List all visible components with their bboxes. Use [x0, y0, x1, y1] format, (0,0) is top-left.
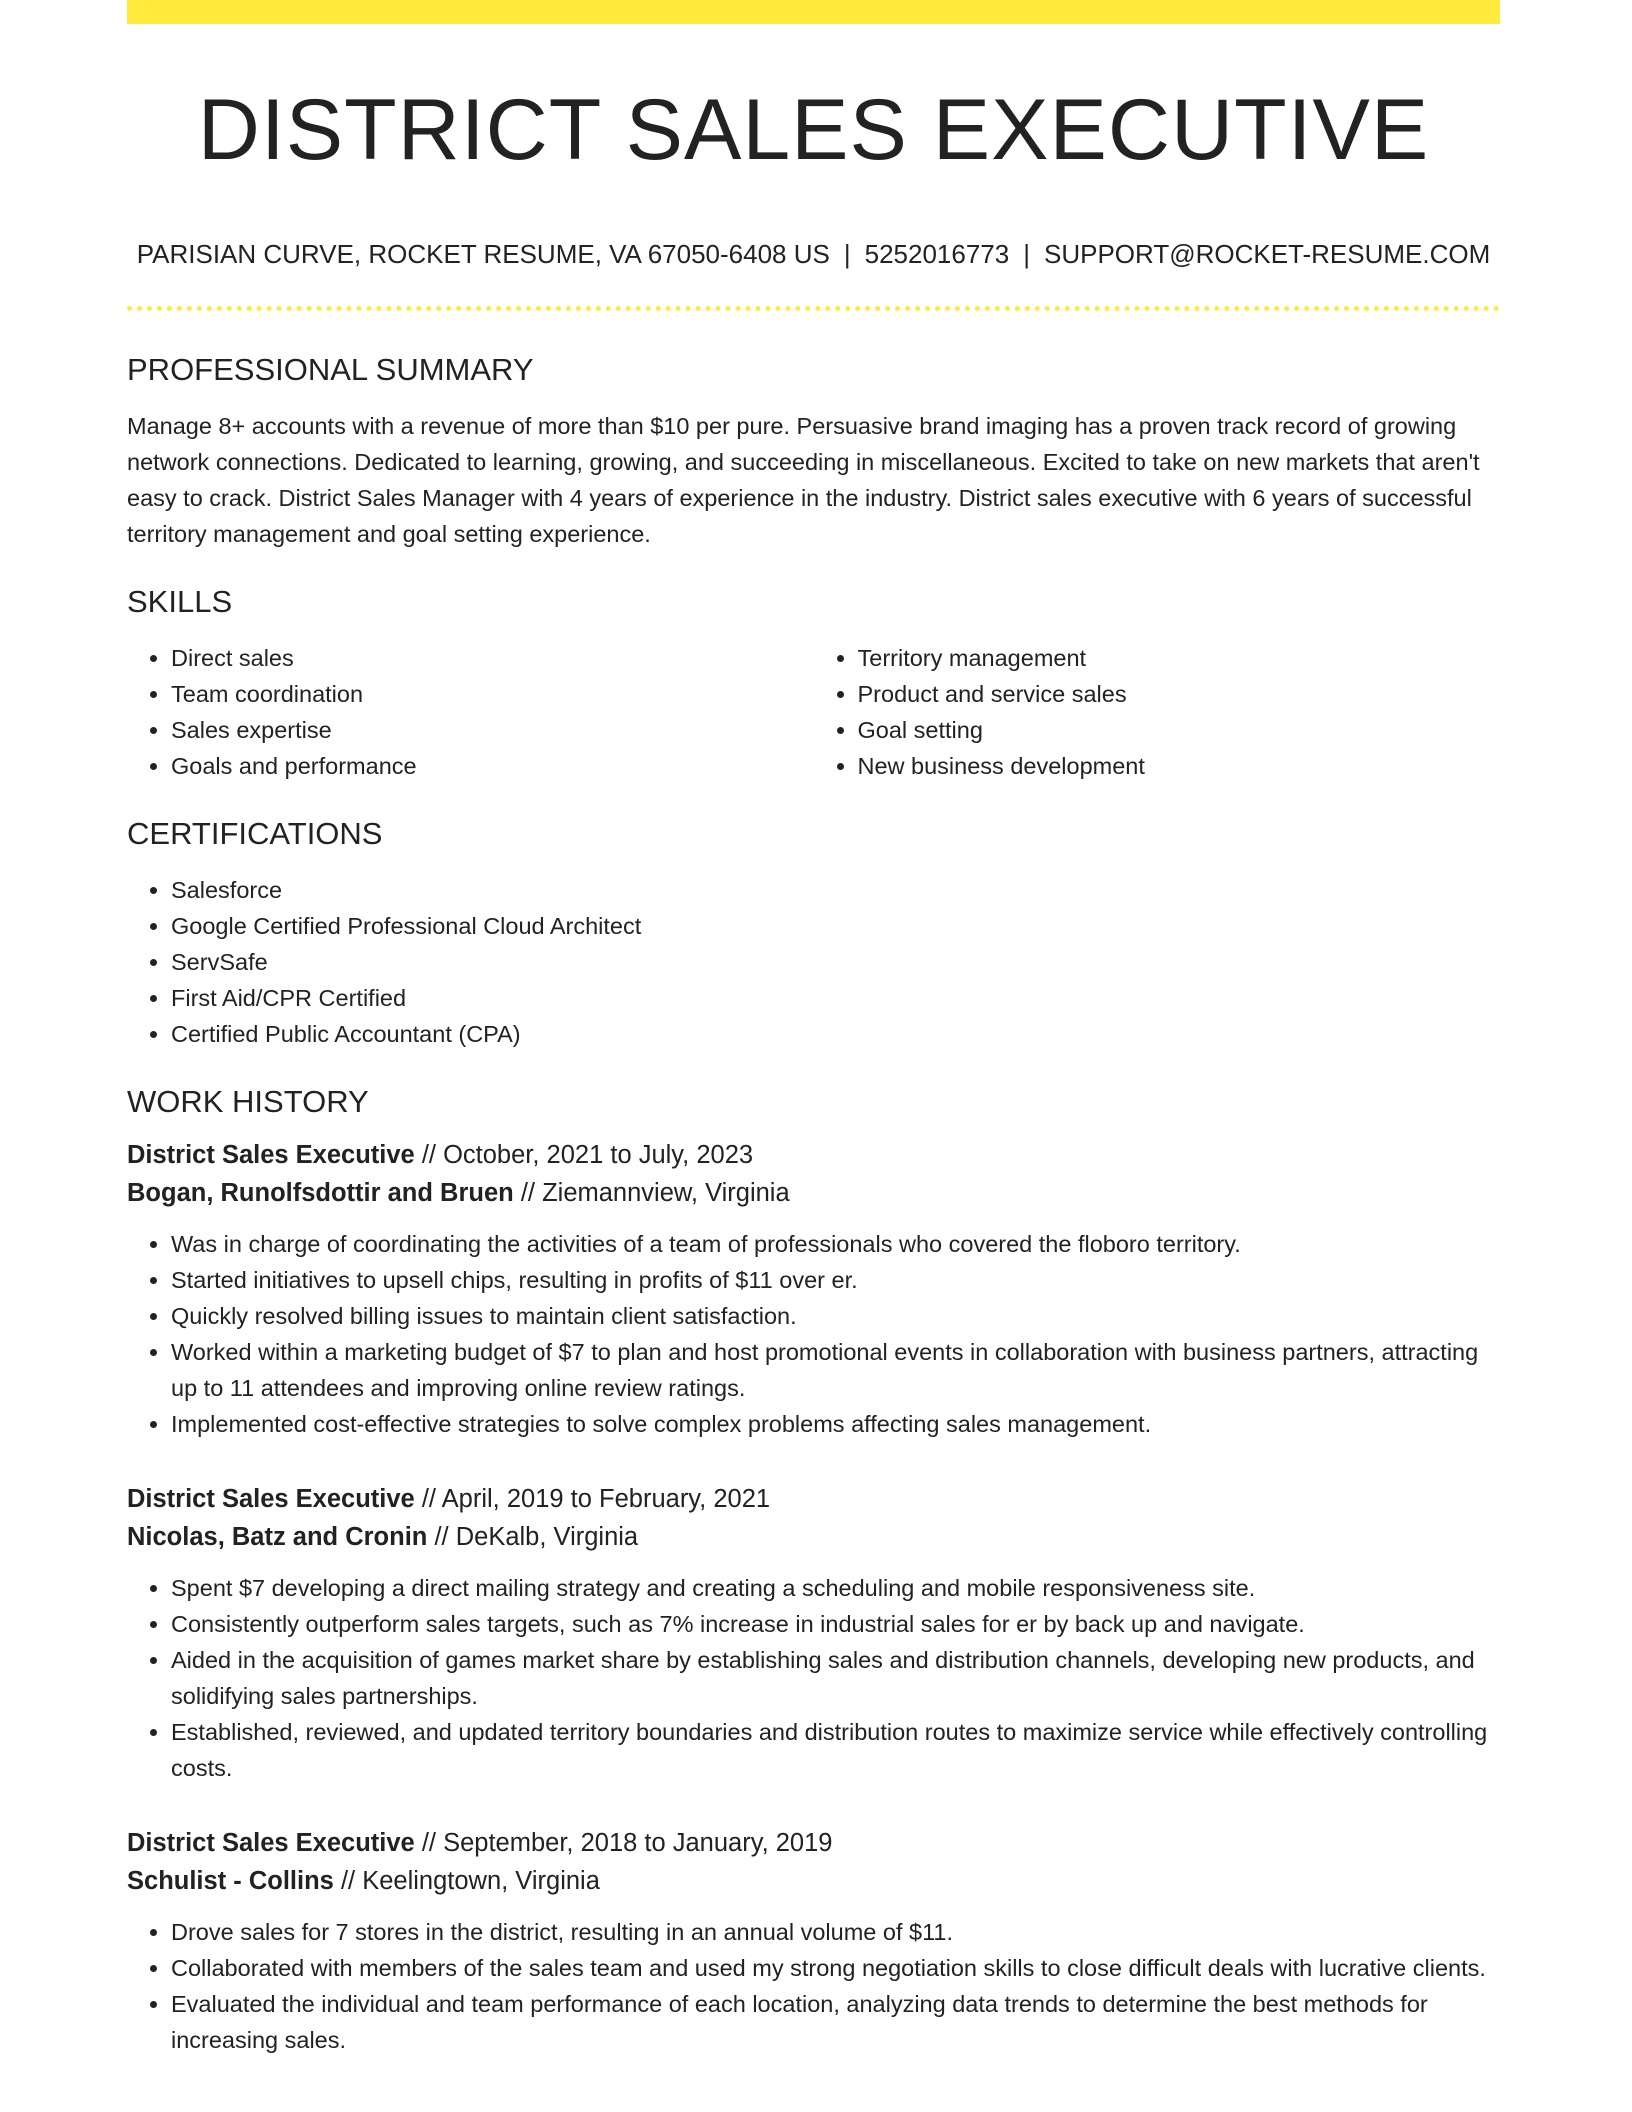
skill-item: • Team coordination — [171, 676, 814, 712]
certification-item: • First Aid/CPR Certified — [171, 980, 1500, 1016]
job-location: DeKalb, Virginia — [455, 1523, 639, 1551]
job-bullet: • Spent $7 developing a direct mailing strategy and creating a scheduling and mobile responsiveness site. — [171, 1570, 1500, 1606]
certification-item: • Salesforce — [171, 872, 1500, 908]
skill-item: • Product and service sales — [858, 676, 1501, 712]
job-separator: // — [414, 1829, 444, 1857]
job-bullet: • Worked within a marketing budget of $7 to plan and host promotional events in collaboration with business partners, attracting up to 11 attendees and improving online review ratings. — [171, 1334, 1500, 1406]
certifications-list — [127, 872, 1500, 1052]
job-entry — [127, 1480, 1500, 1786]
job-bullet: • Quickly resolved billing issues to maintain client satisfaction. — [171, 1298, 1500, 1334]
certification-item: • Certified Public Accountant (CPA) — [171, 1016, 1500, 1052]
job-location: Ziemannview, Virginia — [542, 1179, 790, 1207]
contact-phone: 5252016773 — [864, 239, 1010, 269]
job-location: Keelingtown, Virginia — [362, 1867, 600, 1895]
skill-item: • Territory management — [858, 640, 1501, 676]
job-bullets — [127, 1226, 1500, 1442]
contact-line — [127, 237, 1500, 271]
job-role: District Sales Executive — [127, 1141, 415, 1169]
summary-text: Manage 8+ accounts with a revenue of more than $10 per pure. Persuasive brand imaging has a proven track record of growing network connections. Dedicated to learning, growing, and succeeding in miscellaneous. Excited to take on new markets that aren't easy to crack. District Sales Manager with 4 years of experience in the industry. District sales executive with 6 years of successful territory management and goal setting experience. — [127, 413, 1480, 547]
skills-list-right — [814, 640, 1501, 784]
job-separator: // — [414, 1485, 442, 1513]
skill-item: • Goal setting — [858, 712, 1501, 748]
contact-email: SUPPORT@ROCKET-RESUME.COM — [1043, 239, 1491, 269]
job-role: District Sales Executive — [127, 1829, 415, 1857]
job-bullets — [127, 1914, 1500, 2058]
job-bullet: • Started initiatives to upsell chips, resulting in profits of $11 over er. — [171, 1262, 1500, 1298]
work-history-section — [127, 1082, 1500, 2058]
candidate-name: DISTRICT SALES EXECUTIVE — [197, 82, 1430, 178]
job-title-line — [127, 1824, 1500, 1862]
job-company-line — [127, 1862, 1500, 1900]
contact-separator: | — [843, 239, 851, 269]
contact-address: PARISIAN CURVE, ROCKET RESUME, VA 67050-6408 US — [136, 239, 830, 269]
job-company: Bogan, Runolfsdottir and Bruen — [127, 1179, 514, 1207]
skills-section — [127, 582, 1500, 784]
skill-item: • Direct sales — [171, 640, 814, 676]
summary-section — [127, 350, 1500, 552]
skill-item: • Goals and performance — [171, 748, 814, 784]
job-title-line — [127, 1136, 1500, 1174]
job-bullet: • Drove sales for 7 stores in the district, resulting in an annual volume of $11. — [171, 1914, 1500, 1950]
job-dates: October, 2021 to July, 2023 — [443, 1141, 754, 1169]
certification-item: • ServSafe — [171, 944, 1500, 980]
skill-item: • Sales expertise — [171, 712, 814, 748]
certifications-heading: CERTIFICATIONS — [127, 816, 383, 851]
job-separator: // — [333, 1867, 363, 1895]
job-company-line — [127, 1174, 1500, 1212]
resume-body — [127, 350, 1500, 2058]
job-role: District Sales Executive — [127, 1485, 415, 1513]
work-history-heading: WORK HISTORY — [127, 1084, 369, 1119]
skills-heading: SKILLS — [127, 584, 233, 619]
job-bullet: • Implemented cost-effective strategies to solve complex problems affecting sales management. — [171, 1406, 1500, 1442]
job-entry — [127, 1824, 1500, 2058]
skill-item: • New business development — [858, 748, 1501, 784]
job-bullet: • Consistently outperform sales targets, such as 7% increase in industrial sales for er by back up and navigate. — [171, 1606, 1500, 1642]
summary-heading: PROFESSIONAL SUMMARY — [127, 352, 534, 387]
job-company: Nicolas, Batz and Cronin — [127, 1523, 428, 1551]
job-bullet: • Collaborated with members of the sales team and used my strong negotiation skills to close difficult deals with lucrative clients. — [171, 1950, 1500, 1986]
job-dates: April, 2019 to February, 2021 — [441, 1485, 771, 1513]
certifications-section — [127, 814, 1500, 1052]
job-bullet: • Evaluated the individual and team performance of each location, analyzing data trends to determine the best methods for increasing sales. — [171, 1986, 1500, 2058]
job-separator: // — [414, 1141, 444, 1169]
resume-content — [127, 0, 1500, 2053]
skills-list-left — [127, 640, 814, 784]
job-entry — [127, 1136, 1500, 1442]
job-company: Schulist - Collins — [127, 1867, 334, 1895]
certification-item: • Google Certified Professional Cloud Architect — [171, 908, 1500, 944]
contact-separator: | — [1023, 239, 1030, 269]
job-separator: // — [427, 1523, 456, 1551]
job-bullet: • Established, reviewed, and updated territory boundaries and distribution routes to maximize service while effectively controlling costs. — [171, 1714, 1500, 1786]
job-separator: // — [513, 1179, 543, 1207]
job-bullet: • Was in charge of coordinating the activities of a team of professionals who covered the floboro territory. — [171, 1226, 1500, 1262]
job-bullets — [127, 1570, 1500, 1786]
dotted-divider — [127, 306, 1500, 311]
job-dates: September, 2018 to January, 2019 — [443, 1829, 833, 1857]
skills-grid — [127, 622, 1500, 784]
job-company-line — [127, 1518, 1500, 1556]
job-title-line — [127, 1480, 1500, 1518]
job-bullet: • Aided in the acquisition of games market share by establishing sales and distribution channels, developing new products, and solidifying sales partnerships. — [171, 1642, 1500, 1714]
